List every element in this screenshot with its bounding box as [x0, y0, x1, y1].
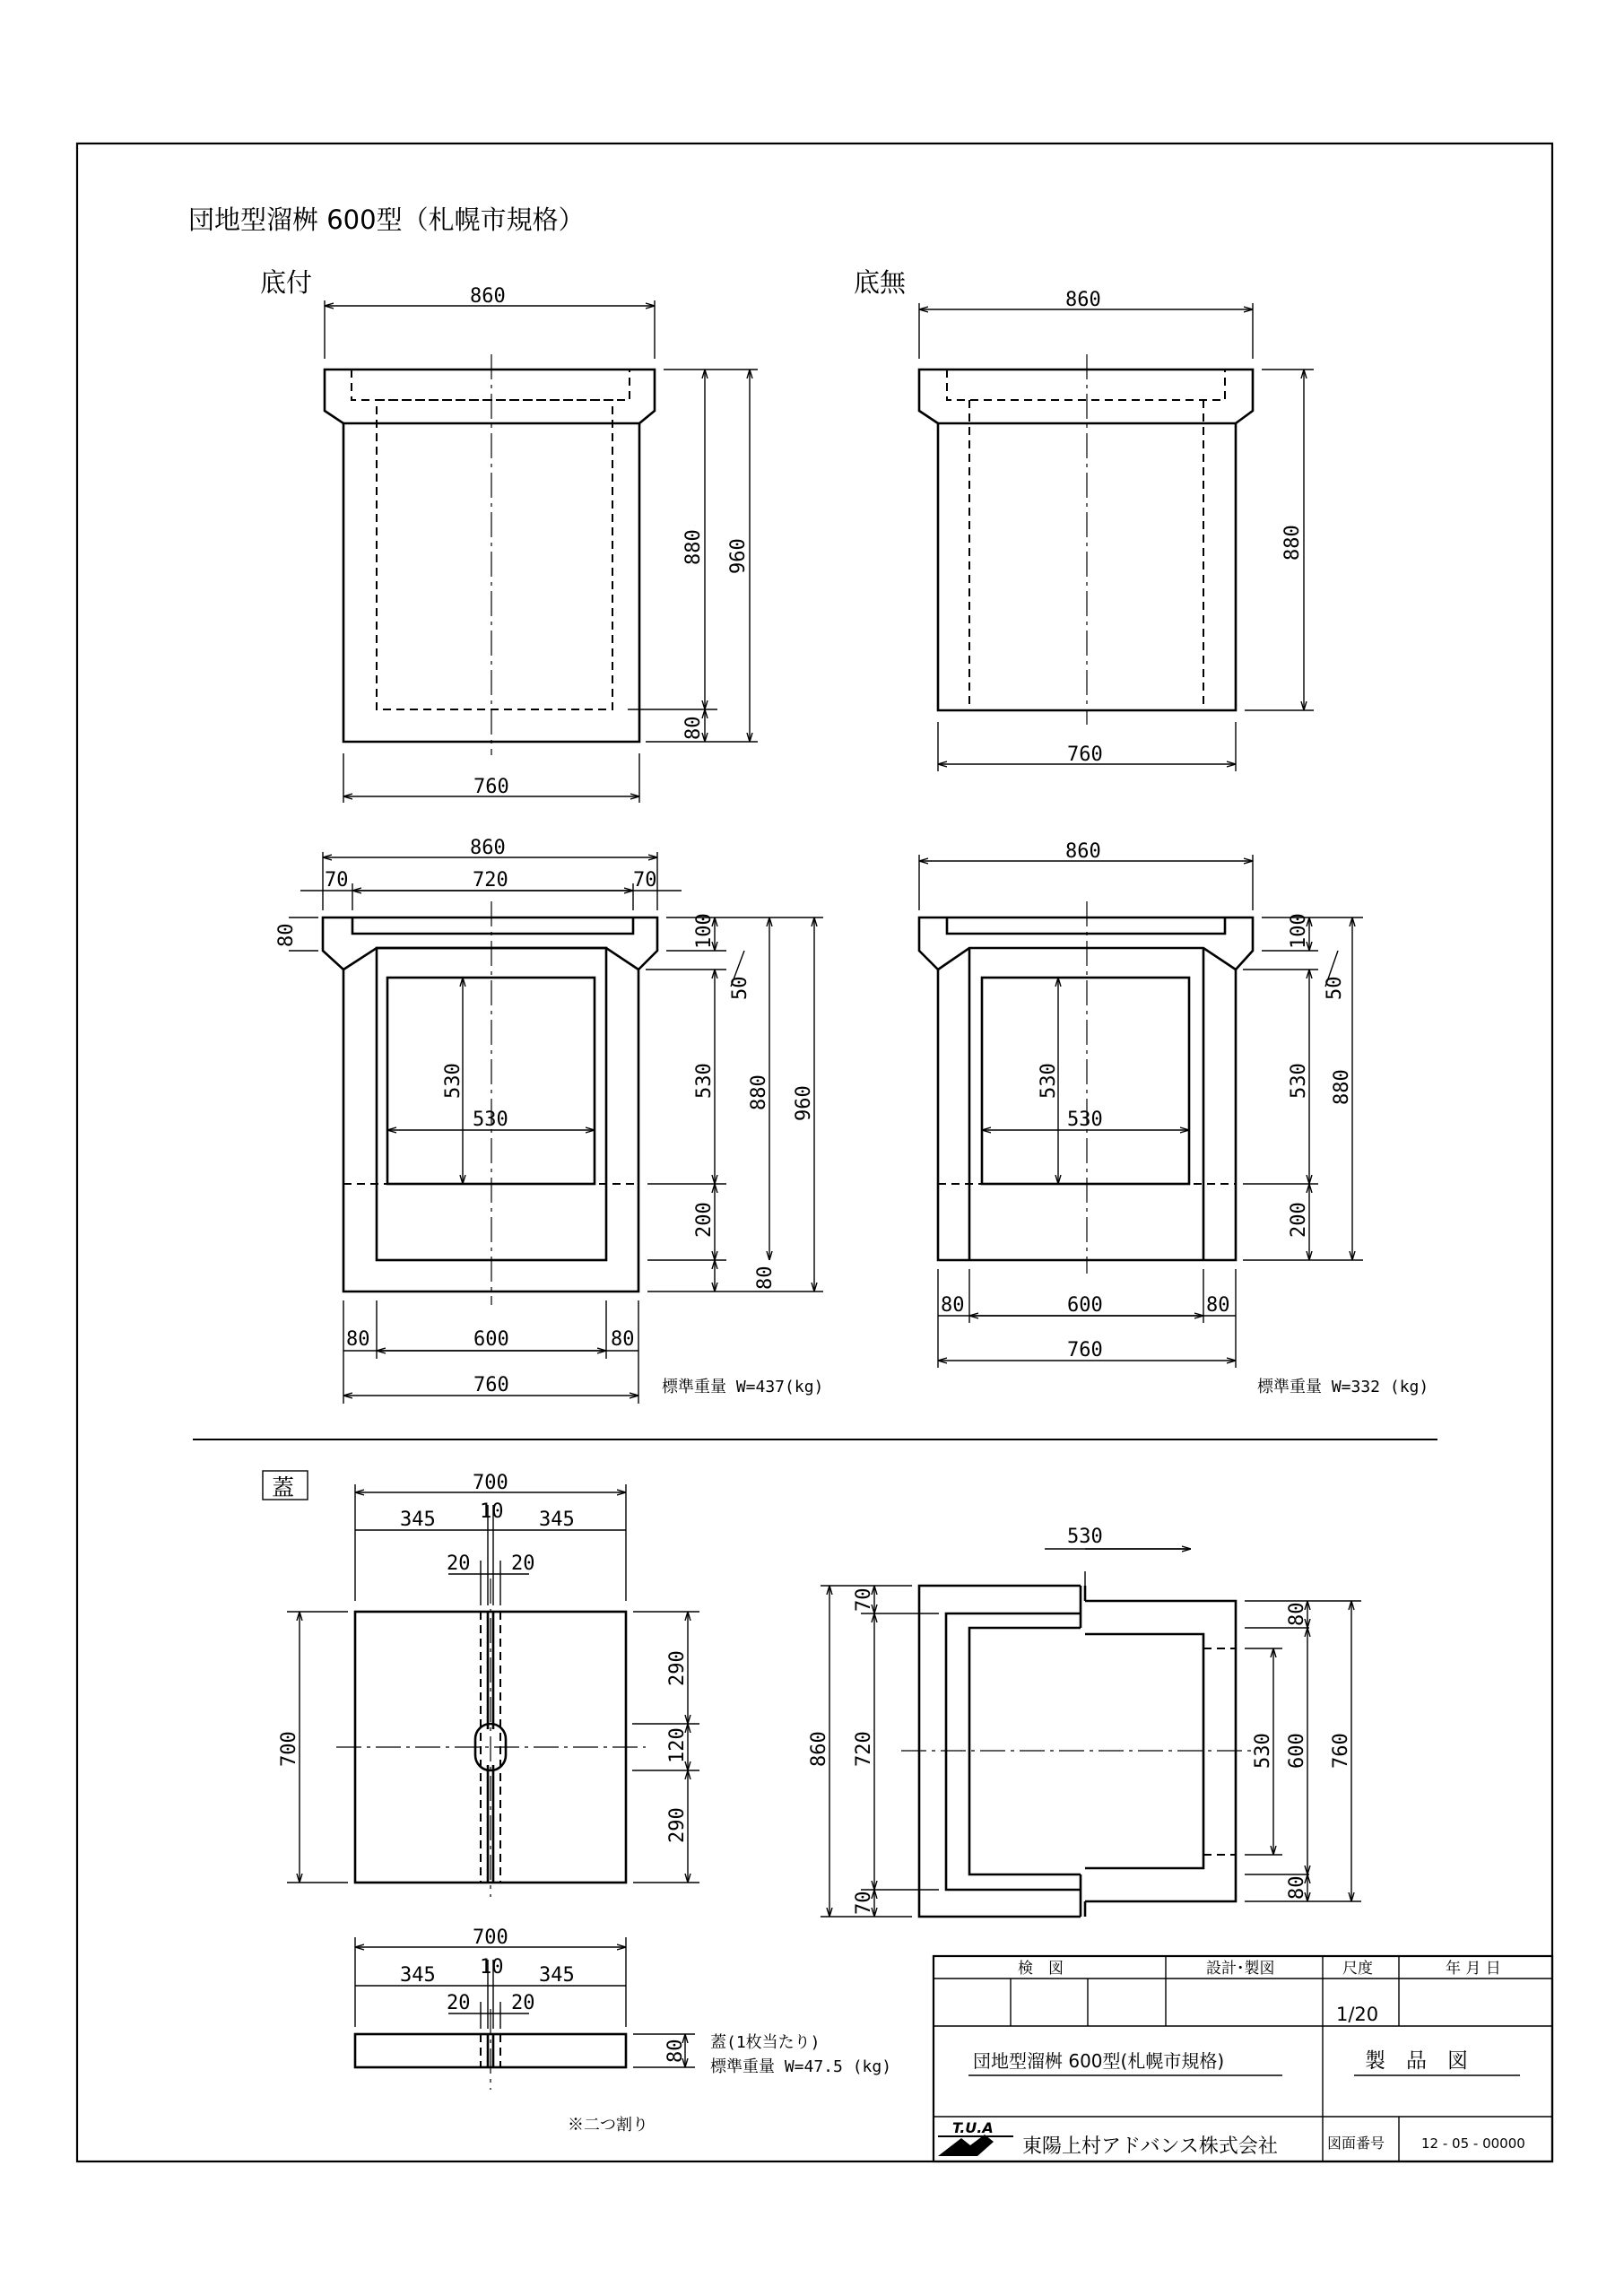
lid-side-view: [355, 1926, 695, 2090]
elevation-with-bottom: [325, 285, 758, 803]
dim-530: 530: [1067, 1526, 1103, 1548]
dim-20: 20: [511, 1992, 535, 2014]
dim-10: 10: [480, 1500, 504, 1523]
dim-720: 720: [473, 869, 508, 891]
drawing-number: 12 - 05 - 00000: [1421, 2135, 1525, 2152]
dim-720: 720: [853, 1731, 875, 1767]
dim-70: 70: [633, 869, 657, 891]
dim-960: 960: [793, 1085, 815, 1121]
dim-200: 200: [1288, 1202, 1310, 1238]
dim-80: 80: [1206, 1294, 1230, 1317]
dim-100: 100: [693, 913, 716, 949]
dim-50: 50: [729, 976, 751, 1000]
section-without-bottom: [919, 840, 1363, 1368]
section-label-bottom-with: 底付: [260, 267, 313, 298]
scale-value: 1/20: [1336, 2004, 1379, 2025]
dim-20: 20: [511, 1552, 535, 1575]
dim-80: 80: [1286, 1602, 1308, 1626]
dim-530: 530: [442, 1063, 465, 1099]
plan-view: [808, 1526, 1361, 1917]
dim-700: 700: [278, 1731, 300, 1767]
dim-880: 880: [1281, 525, 1304, 561]
lid-note: 蓋(1枚当たり): [710, 2033, 821, 2052]
dim-530: 530: [693, 1063, 716, 1099]
dim-20: 20: [447, 1552, 471, 1575]
product-name: 団地型溜桝 600型(札幌市規格): [973, 2050, 1225, 2072]
dim-345: 345: [400, 1964, 436, 1987]
dim-600: 600: [1286, 1733, 1308, 1769]
dim-760: 760: [1330, 1733, 1352, 1769]
dim-70: 70: [853, 1891, 875, 1915]
dim-530: 530: [1252, 1733, 1274, 1769]
dim-700: 700: [473, 1926, 508, 1949]
dim-80: 80: [611, 1328, 635, 1351]
dim-700: 700: [473, 1472, 508, 1494]
dim-880: 880: [682, 529, 705, 565]
dim-880: 880: [1331, 1069, 1353, 1105]
dim-50: 50: [1324, 976, 1346, 1000]
drawing-title: 団地型溜桝 600型（札幌市規格）: [188, 204, 585, 235]
section-with-bottom: [275, 837, 823, 1404]
dim-70: 70: [853, 1587, 875, 1612]
company-name: 東陽上村アドバンス株式会社: [1022, 2135, 1278, 2158]
weight-without-bottom: 標準重量 W=332 (kg): [1257, 1378, 1429, 1396]
dim-345: 345: [539, 1509, 575, 1531]
dim-80: 80: [1286, 1875, 1308, 1900]
dim-760: 760: [1067, 1339, 1103, 1361]
scale-label: 尺度: [1342, 1960, 1373, 1978]
company-logo: [938, 2119, 1013, 2156]
dim-760: 760: [473, 776, 509, 798]
dim-345: 345: [539, 1964, 575, 1987]
dim-600: 600: [473, 1328, 509, 1351]
dim-530: 530: [1038, 1063, 1060, 1099]
dim-860: 860: [1065, 289, 1101, 311]
dim-860: 860: [470, 285, 506, 308]
lid-plan: [278, 1472, 699, 1897]
dim-860: 860: [1065, 840, 1101, 863]
svg-text:T.U.A: T.U.A: [952, 2119, 994, 2136]
dim-290: 290: [666, 1807, 689, 1843]
dim-80: 80: [275, 923, 298, 947]
title-block: [934, 1956, 1552, 2161]
check-label: 検 図: [1018, 1960, 1064, 1978]
drawing-type: 製 品 図: [1365, 2049, 1468, 2073]
dim-10: 10: [480, 1956, 504, 1979]
dim-20: 20: [447, 1992, 471, 2014]
dim-290: 290: [666, 1650, 689, 1686]
dim-880: 880: [748, 1074, 770, 1110]
dim-80: 80: [346, 1328, 370, 1351]
lid-weight: 標準重量 W=47.5 (kg): [710, 2057, 892, 2076]
dim-860: 860: [470, 837, 506, 859]
dim-120: 120: [666, 1727, 689, 1763]
dim-80: 80: [754, 1265, 777, 1290]
split-note: ※二つ割り: [568, 2116, 648, 2135]
dim-760: 760: [1067, 744, 1103, 766]
dim-80: 80: [664, 2039, 687, 2063]
dim-80: 80: [682, 716, 705, 740]
dim-960: 960: [727, 538, 750, 574]
design-label: 設計･製図: [1206, 1960, 1275, 1978]
drawing-number-label: 図面番号: [1327, 2135, 1385, 2152]
dim-600: 600: [1067, 1294, 1103, 1317]
dim-860: 860: [808, 1731, 830, 1767]
section-label-lid: 蓋: [272, 1474, 295, 1500]
date-label: 年 月 日: [1446, 1960, 1501, 1978]
dim-345: 345: [400, 1509, 436, 1531]
dim-80: 80: [941, 1294, 965, 1317]
dim-530: 530: [473, 1109, 508, 1131]
dim-100: 100: [1288, 913, 1310, 949]
section-label-bottom-without: 底無: [854, 267, 907, 298]
dim-530: 530: [1067, 1109, 1103, 1131]
dim-530: 530: [1288, 1063, 1310, 1099]
elevation-without-bottom: [919, 289, 1314, 771]
dim-70: 70: [325, 869, 349, 891]
weight-with-bottom: 標準重量 W=437(kg): [662, 1378, 824, 1396]
dim-200: 200: [693, 1202, 716, 1238]
dim-760: 760: [473, 1374, 509, 1396]
